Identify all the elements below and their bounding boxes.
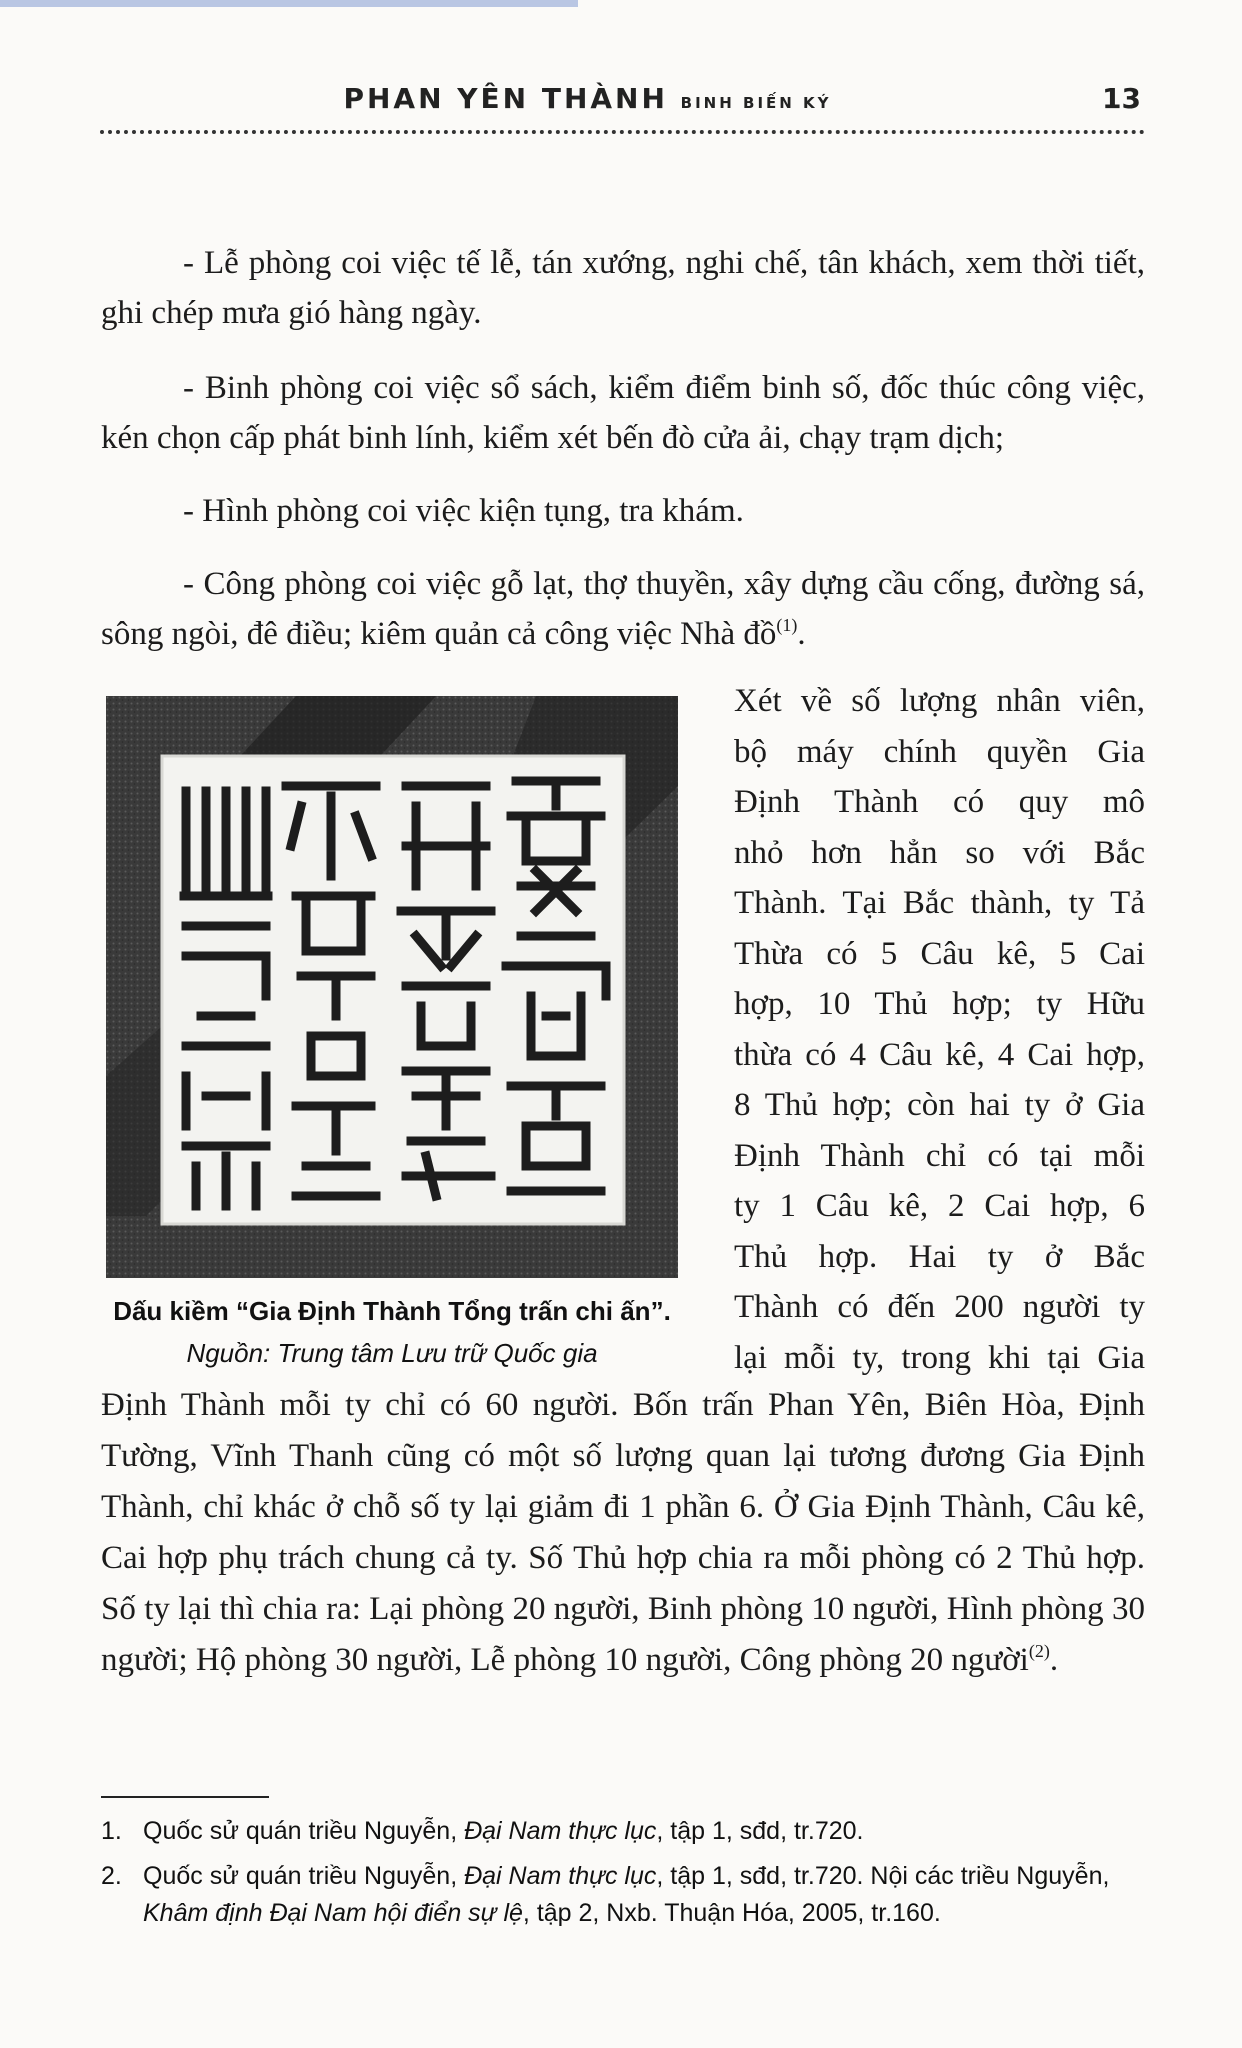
wrapped-line: Định Thành có quy mô [734,784,1145,820]
running-head [100,82,1075,115]
wrapped-line: Thành. Tại Bắc thành, ty Tả [734,885,1145,921]
wrapped-line: Xét về số lượng nhân viên, [734,683,1145,719]
figure-source: Nguồn: Trung tâm Lưu trữ Quốc gia [186,1338,598,1368]
footnotes [101,1813,1145,1940]
footnote-ref-1: (1) [776,615,798,635]
wrapped-line: 8 Thủ hợp; còn hai ty ở Gia [734,1087,1145,1123]
wrapped-line: bộ máy chính quyền Gia [734,733,1145,770]
page-number: 13 [1102,82,1141,115]
continuation-paragraph: Định Thành mỗi ty chỉ có 60 người. Bốn trấn Phan Yên, Biên Hòa, Định Tường, Vĩnh Thanh cũng có một số lượng quan lại tương đương Gia Định Thành, chỉ khác ở chỗ số ty lại giảm đi 1 phần 6. Ở Gia Định Thành, Câu kê, Cai hợp phụ trách chung cả ty. Số Thủ hợp chia ra mỗi phòng có 2 Thủ hợp. Số ty lại thì chia ra: Lại phòng 20 người, Binh phòng 10 người, Hình phòng 30 người; Hộ phòng 30 người, Lễ phòng 10 người, Công phòng 20 người$^{(2)}$. [101,1387,1145,1678]
dotted-rule [100,130,1145,134]
wrapped-text-column [734,676,1145,1383]
wrapped-line: Thành có đến 200 người ty [734,1289,1145,1325]
footnote-2: 2. Quốc sử quán triều Nguyễn, Đại Nam thực lục, tập 1, sđd, tr.720. Nội các triều Nguyễn, Khâm định Đại Nam hội điển sự lệ, tập 2, Nxb. Thuận Hóa, 2005, tr.160. [101,1862,1110,1927]
footnote-1: 1. Quốc sử quán triều Nguyễn, Đại Nam thực lục, tập 1, sđd, tr.720. [101,1817,864,1845]
wrapped-line: lại mỗi ty, trong khi tại Gia [734,1339,1145,1376]
figure-caption: Dấu kiềm “Gia Định Thành Tổng trấn chi ấn”. [113,1296,671,1326]
wrapped-line: ty 1 Câu kê, 2 Cai hợp, 6 [734,1188,1145,1224]
paragraph-3: - Hình phòng coi việc kiện tụng, tra khám. [183,493,744,529]
paragraph-2: - Binh phòng coi việc sổ sách, kiểm điểm binh số, đốc thúc công việc, kén chọn cấp phát binh lính, kiểm xét bến đò cửa ải, chạy trạm dịch; [101,370,1145,456]
running-subtitle: BINH BIẾN KÝ [680,94,832,112]
wrapped-line: Định Thành chỉ có tại mỗi [734,1137,1145,1174]
paragraph-4: - Công phòng coi việc gỗ lạt, thợ thuyền, xây dựng cầu cống, đường sá, sông ngòi, đê điều; kiêm quản cả công việc Nhà đồ$^{(1)}$. [101,566,1145,652]
wrapped-line: Thừa có 5 Câu kê, 5 Cai [734,935,1145,972]
wrapped-line: Thủ hợp. Hai ty ở Bắc [734,1238,1145,1275]
footnote-rule [101,1796,269,1798]
paragraph-4-text: - Công phòng coi việc gỗ lạt, thợ thuyền, xây dựng cầu cống, đường sá, sông ngòi, đê điều; kiêm quản cả công việc Nhà đồ [101,566,1145,652]
wrapped-line: hợp, 10 Thủ hợp; ty Hữu [734,986,1145,1022]
seal-image [106,696,678,1278]
page-header [100,82,1145,124]
wrapped-line: nhỏ hơn hẳn so với Bắc [734,834,1145,871]
seal-stamp-picture [106,696,678,1278]
running-title: PHAN YÊN THÀNH [343,82,668,115]
scan-edge-strip [0,0,578,7]
wrapped-line: thừa có 4 Câu kê, 4 Cai hợp, [734,1036,1145,1073]
paragraph-1: - Lễ phòng coi việc tế lễ, tán xướng, nghi chế, tân khách, xem thời tiết, ghi chép mưa gió hàng ngày. [101,245,1145,331]
footnote-ref-2: (2) [1028,1641,1050,1661]
